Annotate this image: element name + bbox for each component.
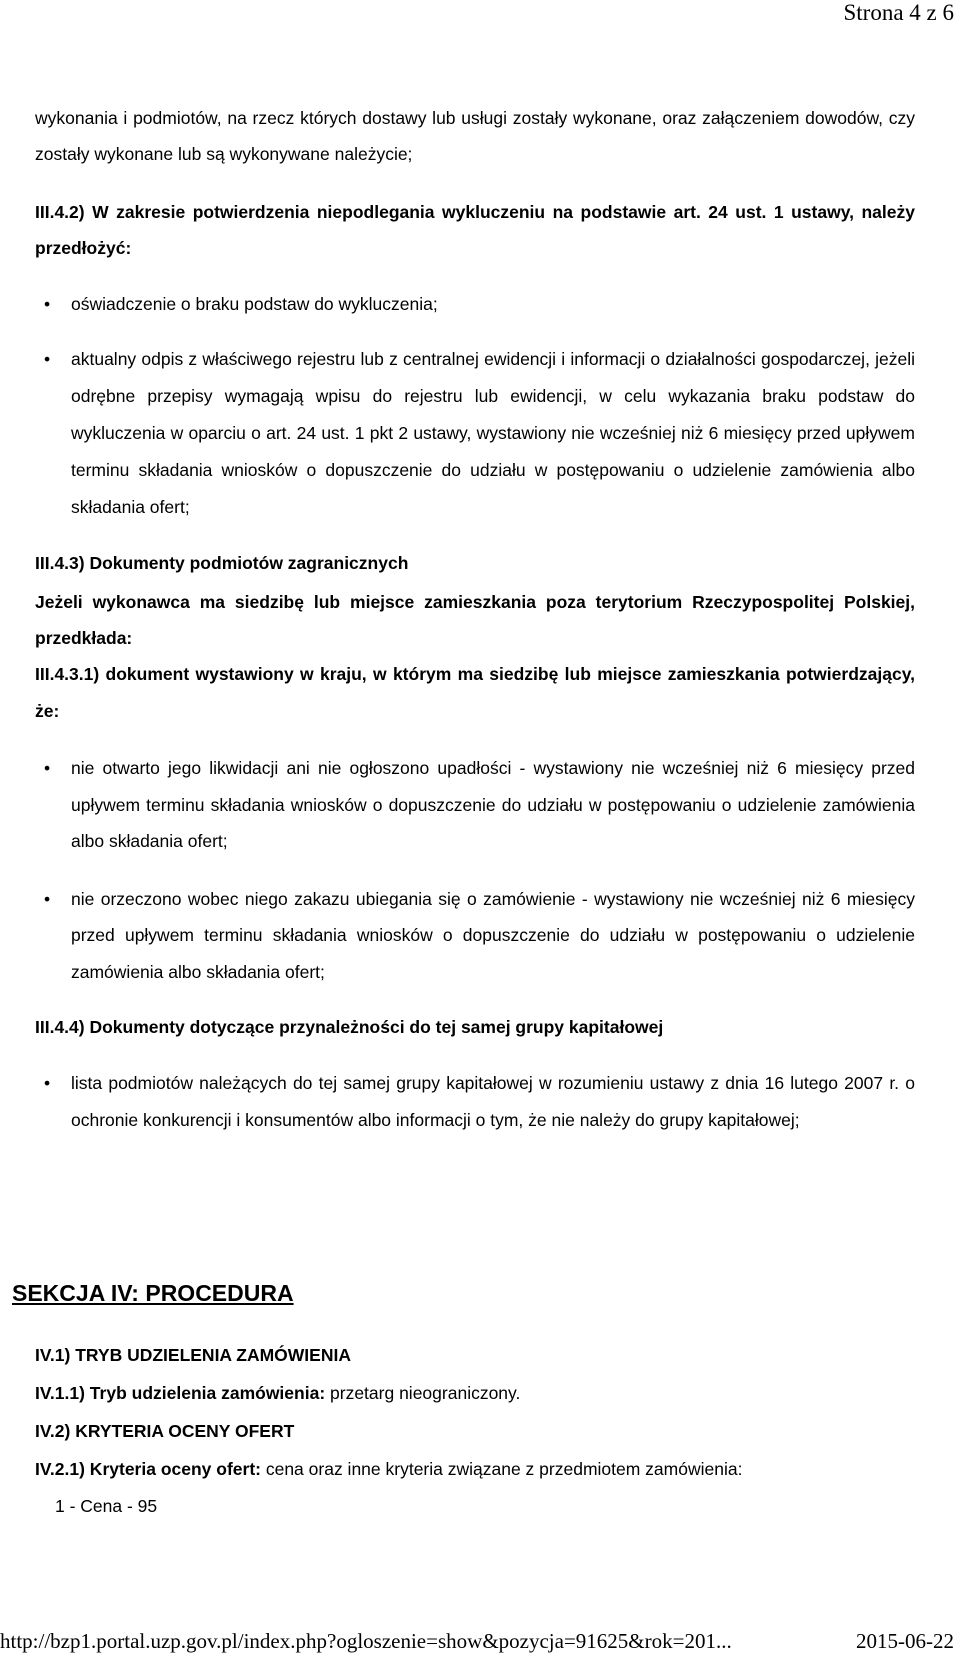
list-item: • nie orzeczono wobec niego zakazu ubiegania się o zamówienie - wystawiony nie wcześniej niż 6 miesięcy przed upływem terminu składania wniosków o dopuszczenie do udziału w postępowaniu o udzielenie zamówienia albo składania ofert;	[35, 881, 915, 991]
section-title: SEKCJA IV: PROCEDURA	[12, 1280, 294, 1306]
evaluation-criteria-label: IV.2.1) Kryteria oceny ofert:	[35, 1459, 261, 1479]
criteria-item: 1 - Cena - 95	[55, 1496, 158, 1516]
footer-url: http://bzp1.portal.uzp.gov.pl/index.php?ogloszenie=show&pozycja=91625&rok=201...	[0, 1629, 732, 1653]
list-exclusion-documents	[35, 286, 915, 526]
paragraph-continuation: wykonania i podmiotów, na rzecz których dostawy lub usługi zostały wykonane, oraz załączeniem dowodów, czy zostały wykonane lub są wykonywane należycie;	[35, 108, 915, 164]
list-item: • oświadczenie o braku podstaw do wykluczenia;	[35, 286, 915, 323]
list-item: • lista podmiotów należących do tej samej grupy kapitałowej w rozumieniu ustawy z dnia 16 lutego 2007 r. o ochronie konkurencji i konsumentów albo informacji o tym, że nie należy do grupy kapitałowej;	[35, 1065, 915, 1139]
procedure-type-label: IV.1.1) Tryb udzielenia zamówienia:	[35, 1383, 326, 1403]
footer-date: 2015-06-22	[856, 1629, 954, 1653]
heading-iii-4-4: III.4.4) Dokumenty dotyczące przynależności do tej samej grupy kapitałowej	[35, 1017, 664, 1037]
heading-iv-2: IV.2) KRYTERIA OCENY OFERT	[35, 1421, 295, 1441]
list-foreign-documents	[35, 750, 915, 990]
page-footer	[0, 1628, 960, 1654]
heading-iii-4-2: III.4.2) W zakresie potwierdzenia niepodlegania wykluczeniu na podstawie art. 24 ust. 1 ustawy, należy przedłożyć:	[35, 202, 915, 258]
foreign-entities-intro: Jeżeli wykonawca ma siedzibę lub miejsce zamieszkania poza terytorium Rzeczypospolitej Polskiej, przedkłada:	[35, 592, 915, 648]
list-capital-group	[35, 1065, 915, 1139]
heading-iv-1: IV.1) TRYB UDZIELENIA ZAMÓWIENIA	[35, 1345, 351, 1365]
evaluation-criteria	[35, 1454, 915, 1484]
procedure-type	[35, 1378, 915, 1408]
evaluation-criteria-value: cena oraz inne kryteria związane z przedmiotem zamówienia:	[260, 1459, 743, 1479]
page-number: Strona 4 z 6	[843, 0, 954, 25]
heading-iii-4-3: III.4.3) Dokumenty podmiotów zagranicznych	[35, 553, 409, 573]
procedure-type-value: przetarg nieograniczony.	[325, 1383, 521, 1403]
heading-iii-4-3-1: III.4.3.1) dokument wystawiony w kraju, w którym ma siedzibę lub miejsce zamieszkania potwierdzający, że:	[35, 664, 915, 721]
list-item: • aktualny odpis z właściwego rejestru lub z centralnej ewidencji i informacji o działalności gospodarczej, jeżeli odrębne przepisy wymagają wpisu do rejestru lub ewidencji, w celu wykazania braku podstaw do wykluczenia w oparciu o art. 24 ust. 1 pkt 2 ustawy, wystawiony nie wcześniej niż 6 miesięcy przed upływem terminu składania wniosków o dopuszczenie do udziału w postępowaniu o udzielenie zamówienia albo składania ofert;	[35, 341, 915, 526]
list-item: • nie otwarto jego likwidacji ani nie ogłoszono upadłości - wystawiony nie wcześniej niż 6 miesięcy przed upływem terminu składania wniosków o dopuszczenie do udziału w postępowaniu o udzielenie zamówienia albo składania ofert;	[35, 750, 915, 860]
